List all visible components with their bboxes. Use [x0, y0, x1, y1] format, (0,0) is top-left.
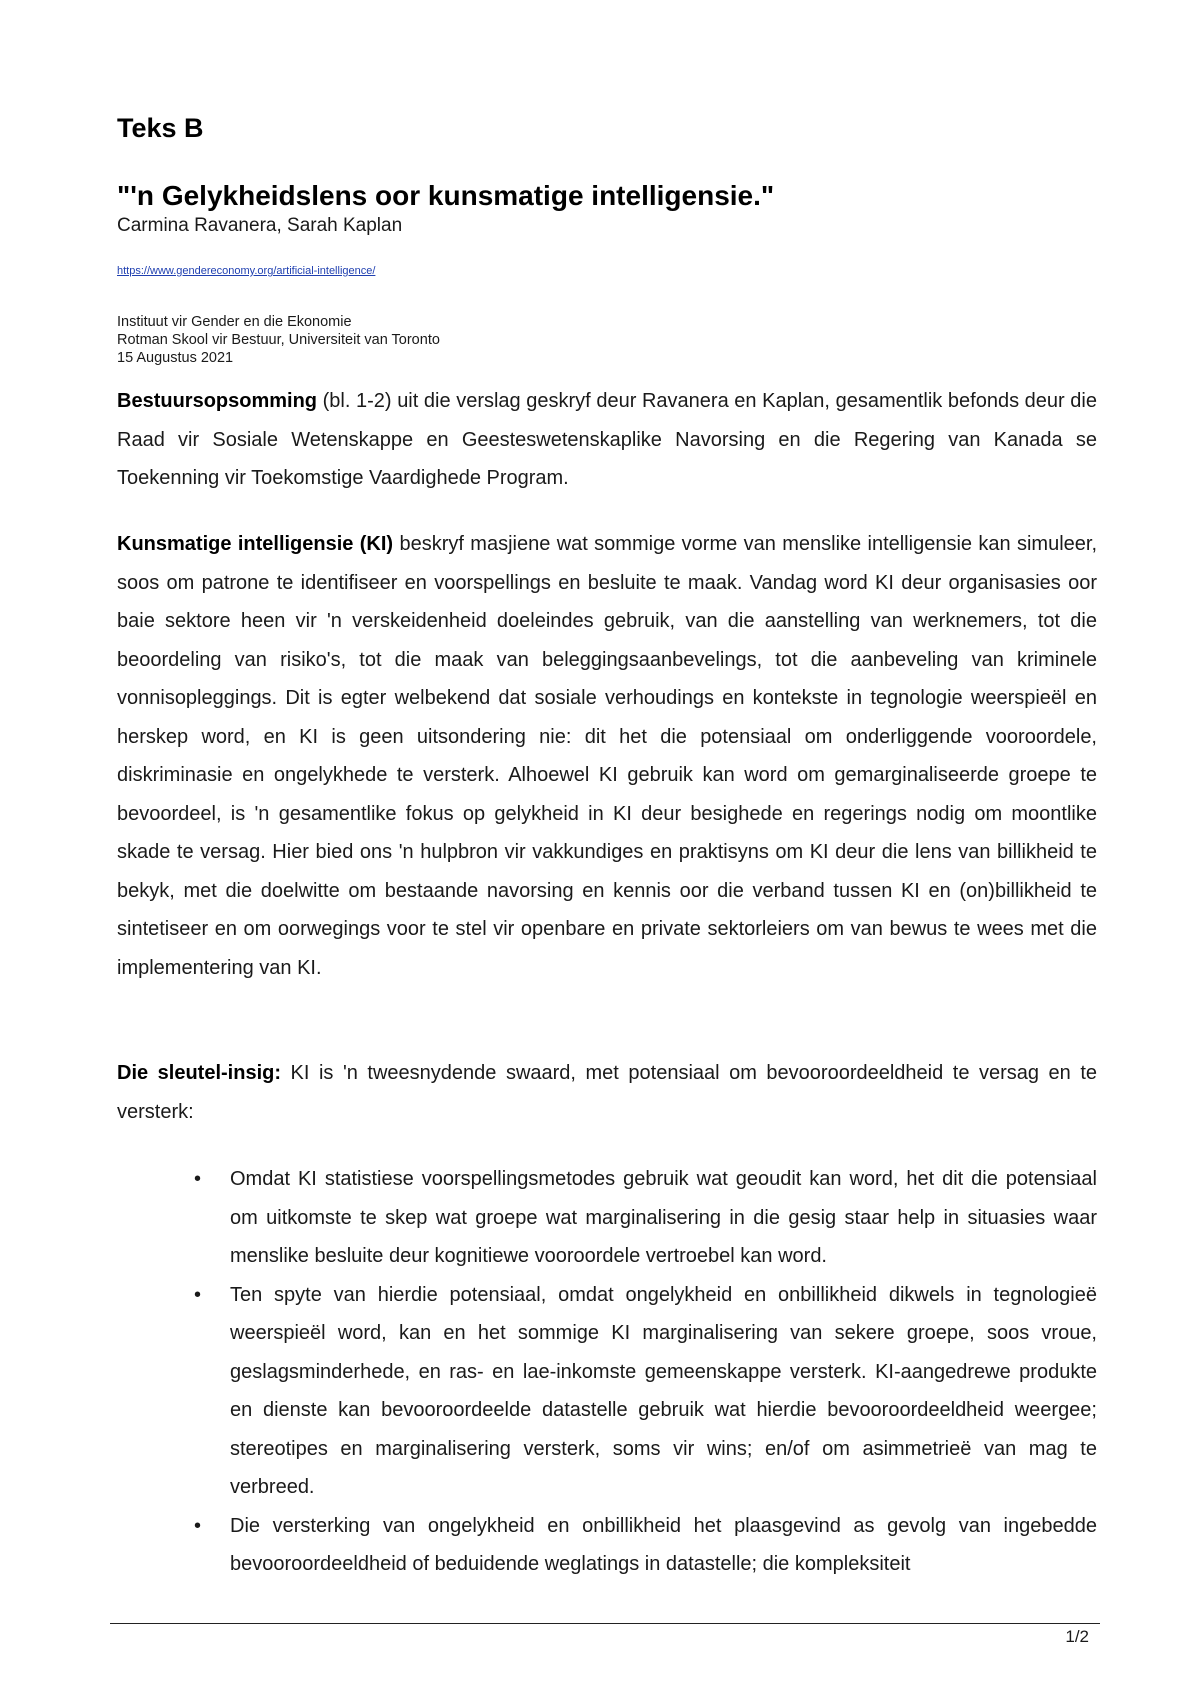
ai-definition-text: beskryf masjiene wat sommige vorme van menslike intelligensie kan simuleer, soos om patrone te identifiseer en voorspellings en besluite te maak. Vandag word KI deur organisasies oor baie sektore heen vir 'n verskeidenheid doeleindes gebruik, van die aanstelling van werknemers, tot die beoordeling van risiko's, tot die maak van beleggingsaanbevelings, tot die aanbeveling van kriminele vonnisopleggings. Dit is egter welbekend dat sosiale verhoudings en kontekste in tegnologie weerspieël en herskep word, en KI is geen uitsondering nie: dit het die potensiaal om onderliggende vooroordele, diskriminasie en ongelykhede te versterk. Alhoewel KI gebruik kan word om gemarginaliseerde groepe te bevoordeel, is 'n gesamentlike fokus op gelykheid in KI deur besighede en regerings nodig om moontlike skade te versag. Hier bied ons 'n hulpbron vir vakkundiges en praktisyns om KI deur die lens van billikheid te bekyk, met die doelwitte om bestaande navorsing en kennis oor die verband tussen KI en (on)billikheid te sintetiseer en om oorwegings voor te stel vir openbare en private sektorleiers om van bewus te wees met die implementering van KI. [117, 533, 1098, 979]
list-item-text: Omdat KI statistiese voorspellingsmetodes gebruik wat geoudit kan word, het dit die potensiaal om uitkomste te skep wat groepe wat marginalisering in die gesig staar help in situasies waar menslike besluite deur kognitiewe vooroordele vertroebel kan word. [230, 1168, 1097, 1267]
source-url-link[interactable]: https://www.gendereconomy.org/artificial-intelligence/ [117, 265, 376, 277]
list-item [117, 1160, 1097, 1276]
institution-school: Rotman Skool vir Bestuur, Universiteit van Toronto [117, 332, 440, 348]
key-insight-paragraph [117, 1054, 1097, 1131]
list-item-text: Die versterking van ongelykheid en onbillikheid het plaasgevind as gevolg van ingebedde bevooroordeeldheid of beduidende weglatings in datastelle; die kompleksiteit [230, 1514, 1097, 1575]
bullet-icon: • [194, 1283, 202, 1306]
key-insight-bold-lead: Die sleutel-insig: [117, 1062, 282, 1084]
summary-bold-lead: Bestuursopsomming [117, 390, 318, 412]
bullet-icon: • [194, 1514, 202, 1537]
summary-paragraph [117, 382, 1097, 498]
list-item-text: Ten spyte van hierdie potensiaal, omdat ongelykheid en onbillikheid dikwels in tegnologieë weerspieël word, kan en het sommige KI marginalisering van sekere groepe, soos vroue, geslagsminderhede, en ras- en lae-inkomste gemeenskappe versterk. KI-aangedrewe produkte en dienste kan bevooroordeelde datastelle gebruik wat hierdie bevooroordeeldheid weergee; stereotipes en marginalisering versterk, soms vir wins; en/of om asimmetrieë van mag te verbreed. [230, 1283, 1097, 1498]
ai-definition-bold-lead: Kunsmatige intelligensie (KI) [117, 533, 394, 555]
key-insight-text: KI is 'n tweesnydende swaard, met potensiaal om bevooroordeeldheid te versag en te versterk: [117, 1062, 1098, 1123]
key-insight-bullet-list [117, 1160, 1097, 1584]
bullet-icon: • [194, 1168, 202, 1190]
summary-text: (bl. 1-2) uit die verslag geskryf deur Ravanera en Kaplan, gesamentlik befonds deur die Raad vir Sosiale Wetenskappe en Geesteswetenskaplike Navorsing en die Regering van Kanada se Toekenning vir Toekomstige Vaardighede Program. [117, 390, 1097, 489]
list-item [117, 1507, 1097, 1584]
text-label-heading: Teks B [117, 113, 204, 143]
footer-divider [110, 1623, 1100, 1624]
list-item [117, 1276, 1097, 1507]
institution-block [117, 313, 440, 367]
page-number: 1/2 [1065, 1627, 1089, 1646]
publication-date: 15 Augustus 2021 [117, 350, 234, 366]
institution-line: Instituut vir Gender en die Ekonomie [117, 314, 352, 330]
article-title: "'n Gelykheidslens oor kunsmatige intelligensie." [117, 180, 775, 211]
ai-definition-paragraph [117, 525, 1097, 987]
authors: Carmina Ravanera, Sarah Kaplan [117, 215, 403, 236]
